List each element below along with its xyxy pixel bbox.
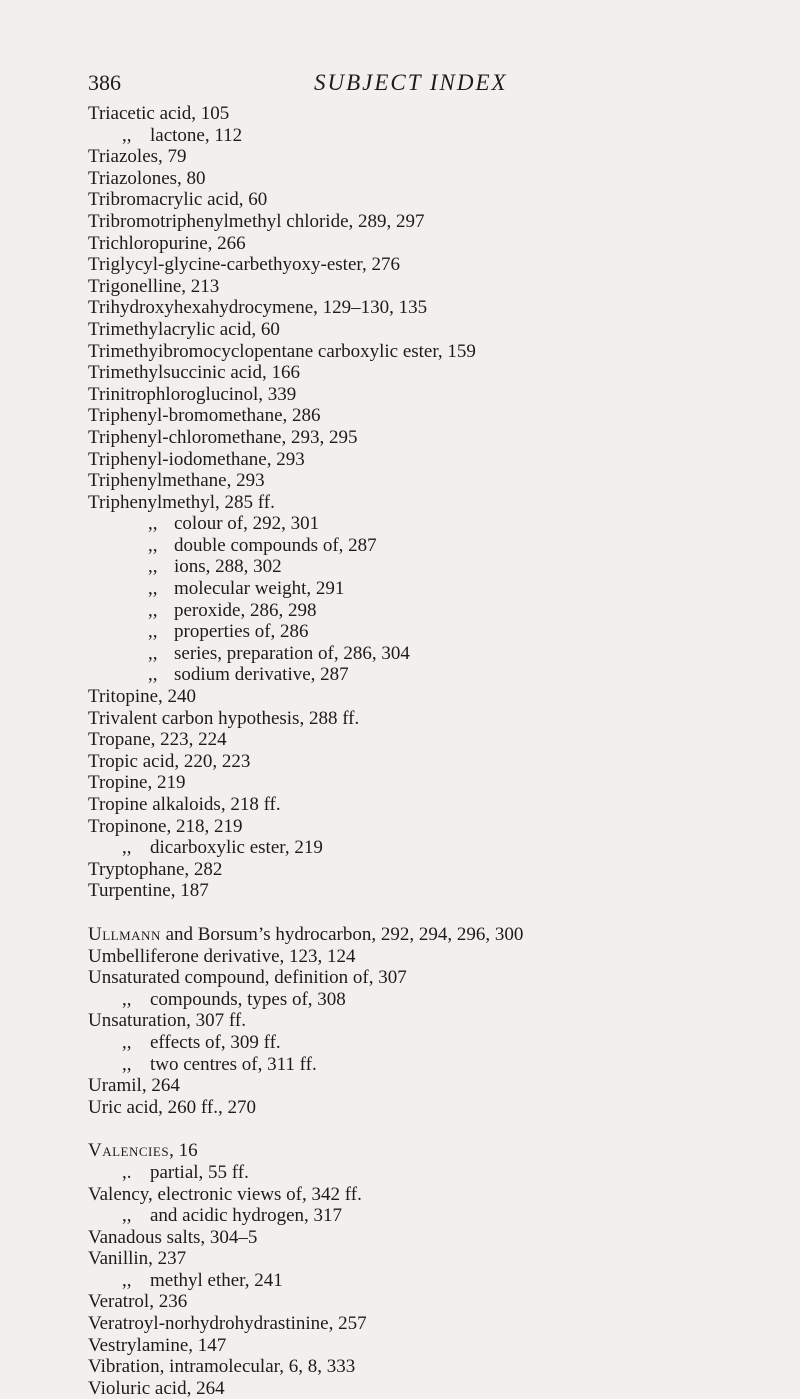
running-head: SUBJECT INDEX [314,70,508,95]
index-entry [88,103,778,125]
entry-text: Tropic acid, 220, 223 [88,750,251,772]
ditto-mark: ,, [122,837,132,859]
entry-text: peroxide, 286, 298 [174,599,317,621]
entry-text: series, preparation of, 286, 304 [174,642,410,664]
ditto-mark: ,, [148,513,158,535]
index-entry [88,405,778,427]
ditto-mark: ,, [122,124,132,146]
index-entry [88,233,778,255]
entry-text: Tropine, 219 [88,772,186,794]
index-entry [88,859,778,881]
entry-text: Triphenylmethane, 293 [88,470,265,492]
index-entry [88,946,778,968]
page-header [88,70,528,104]
ditto-mark: ,, [148,664,158,686]
ditto-mark: ,, [148,534,158,556]
index-entry [88,189,778,211]
entry-text: compounds, types of, 308 [150,988,346,1010]
index-entry [88,708,778,730]
subject-index [88,103,778,1399]
index-entry [88,1184,778,1206]
entry-text: Tropine alkaloids, 218 ff. [88,794,281,815]
entry-text: Tribromotriphenylmethyl chloride, 289, 297 [88,210,425,232]
index-entry [88,470,778,492]
index-entry [88,924,778,946]
ditto-mark: ,, [122,1053,132,1075]
ditto-mark: ,, [122,1269,132,1291]
entry-text: colour of, 292, 301 [174,513,320,535]
entry-text: Triphenyl-chloromethane, 293, 295 [88,426,358,448]
entry-text: Triazolones, 80 [88,167,206,189]
entry-text: Tritopine, 240 [88,686,197,708]
index-subentry [88,1270,778,1292]
index-entry [88,686,778,708]
index-entry [88,751,778,773]
index-subentry [88,578,778,600]
entry-text: ions, 288, 302 [174,556,282,578]
entry-text: Uramil, 264 [88,1075,180,1097]
ditto-mark: ,, [122,988,132,1010]
index-entry [88,729,778,751]
index-entry [88,1378,778,1399]
ditto-mark: ,, [148,599,158,621]
entry-text: Tropane, 223, 224 [88,729,227,751]
index-entry [88,1291,778,1313]
index-entry [88,427,778,449]
index-entry [88,319,778,341]
index-subentry [88,1032,778,1054]
index-entry [88,1097,778,1119]
index-subentry [88,1162,778,1184]
entry-text: Trichloropurine, 266 [88,232,246,254]
entry-text: partial, 55 ff. [150,1161,249,1183]
index-entry [88,362,778,384]
entry-text: Trinitrophloroglucinol, 339 [88,383,297,405]
entry-text: and Borsum’s hydrocarbon, 292, 294, 296, 300 [160,923,524,945]
index-subentry [88,1054,778,1076]
entry-text: Triphenyl-iodomethane, 293 [88,448,305,470]
entry-text: Trimethyibromocyclopentane carboxylic ester, 159 [88,340,476,362]
ditto-mark: ,, [122,1031,132,1053]
entry-text: Tropinone, 218, 219 [88,815,243,837]
entry-text: Trimethylsuccinic acid, 166 [88,362,300,384]
index-entry [88,1010,778,1032]
entry-text: Unsaturation, 307 ff. [88,1010,246,1032]
index-subentry [88,600,778,622]
entry-text: Trivalent carbon hypothesis, 288 ff. [88,707,360,729]
index-entry [88,1335,778,1357]
entry-text: dicarboxylic ester, 219 [150,837,323,859]
index-entry [88,211,778,233]
entry-text: Turpentine, 187 [88,880,209,902]
index-entry [88,772,778,794]
index-subentry [88,989,778,1011]
index-entry [88,146,778,168]
index-entry [88,449,778,471]
entry-text: Uric acid, 260 ff., 270 [88,1096,256,1118]
index-entry [88,1227,778,1249]
index-subentry [88,125,778,147]
index-entry [88,967,778,989]
entry-text: , 16 [169,1140,198,1162]
entry-text: two centres of, 311 ff. [150,1053,317,1075]
index-subentry [88,535,778,557]
ditto-mark: ,, [148,621,158,643]
entry-text: Veratroyl-norhydrohydrastinine, 257 [88,1313,367,1335]
entry-text: double compounds of, 287 [174,534,377,556]
entry-text: methyl ether, 241 [150,1269,283,1291]
index-subentry [88,1205,778,1227]
entry-text: Triphenyl-bromomethane, 286 [88,405,321,427]
entry-text: sodium derivative, 287 [174,664,349,686]
index-entry [88,384,778,406]
entry-text: Veratrol, 236 [88,1291,188,1313]
index-entry [88,1075,778,1097]
page-number: 386 [88,70,121,95]
entry-text: Trigonelline, 213 [88,275,220,297]
index-entry [88,794,778,816]
entry-text: Tribromacrylic acid, 60 [88,189,268,211]
index-subentry [88,664,778,686]
index-subentry [88,513,778,535]
entry-text: Triglycyl-glycine-carbethyoxy-ester, 276 [88,254,400,276]
entry-text: Vestrylamine, 147 [88,1334,227,1356]
entry-text: Unsaturated compound, definition of, 307 [88,967,407,989]
entry-text: effects of, 309 ff. [150,1031,281,1053]
ditto-mark: ,, [148,578,158,600]
index-entry [88,276,778,298]
entry-text: molecular weight, 291 [174,578,345,600]
index-entry [88,341,778,363]
index-entry [88,297,778,319]
index-subentry [88,556,778,578]
index-entry [88,1248,778,1270]
entry-text: Vanillin, 237 [88,1248,187,1270]
index-heading-word: Valencies [88,1140,170,1162]
section-gap [88,1118,778,1140]
entry-text: Vibration, intramolecular, 6, 8, 333 [88,1356,356,1378]
entry-text: Triacetic acid, 105 [88,103,230,124]
index-entry [88,1140,778,1162]
index-entry [88,1356,778,1378]
index-entry [88,1313,778,1335]
entry-text: Trimethylacrylic acid, 60 [88,318,280,340]
ditto-mark: ,. [122,1161,132,1183]
entry-text: lactone, 112 [150,124,243,146]
entry-text: Valency, electronic views of, 342 ff. [88,1183,362,1205]
entry-text: Tryptophane, 282 [88,858,223,880]
index-entry [88,254,778,276]
index-entry [88,492,778,514]
entry-text: Trihydroxyhexahydrocymene, 129–130, 135 [88,297,428,319]
entry-text: Violuric acid, 264 [88,1377,225,1399]
index-entry [88,168,778,190]
index-entry [88,816,778,838]
ditto-mark: ,, [148,556,158,578]
ditto-mark: ,, [148,642,158,664]
entry-text: properties of, 286 [174,621,309,643]
entry-text: and acidic hydrogen, 317 [150,1205,343,1227]
entry-text: Triazoles, 79 [88,146,187,168]
index-subentry [88,837,778,859]
ditto-mark: ,, [122,1205,132,1227]
index-subentry [88,621,778,643]
entry-text: Vanadous salts, 304–5 [88,1226,258,1248]
section-gap [88,902,778,924]
index-heading-word: Ullmann [88,923,161,945]
entry-text: Umbelliferone derivative, 123, 124 [88,945,356,967]
index-subentry [88,643,778,665]
index-entry [88,880,778,902]
entry-text: Triphenylmethyl, 285 ff. [88,491,275,513]
